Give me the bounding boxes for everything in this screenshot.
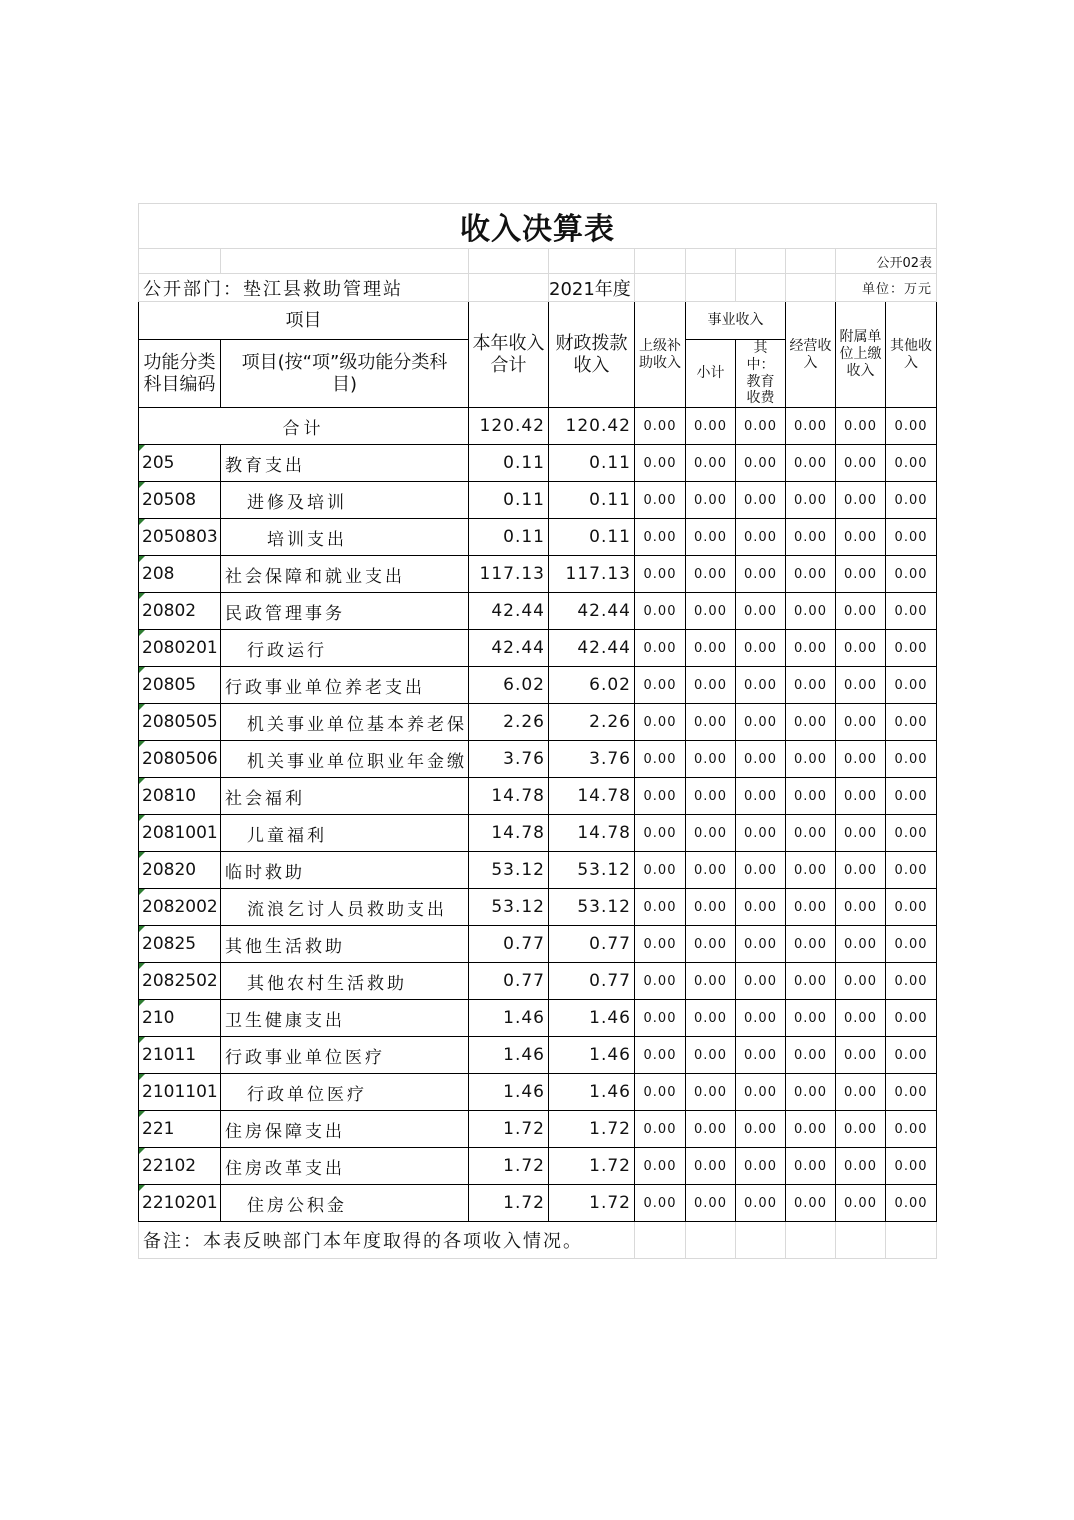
row-fiscal: 2.26 <box>549 704 635 741</box>
row-superior: 0.00 <box>635 963 686 1000</box>
header-education-fee: 其中：教育收费 <box>736 340 786 408</box>
table-row <box>139 1074 937 1111</box>
row-superior: 0.00 <box>635 556 686 593</box>
row-name: 行政事业单位医疗 <box>221 1037 469 1074</box>
row-code: 20810 <box>139 778 221 815</box>
table-note: 备注：本表反映部门本年度取得的各项收入情况。 <box>139 1222 635 1259</box>
total-superior: 0.00 <box>635 408 686 445</box>
row-subtotal: 0.00 <box>686 704 736 741</box>
row-affiliated: 0.00 <box>836 926 886 963</box>
row-subtotal: 0.00 <box>686 1111 736 1148</box>
row-operating: 0.00 <box>786 704 836 741</box>
row-total: 2.26 <box>469 704 549 741</box>
row-operating: 0.00 <box>786 667 836 704</box>
row-edu: 0.00 <box>736 1000 786 1037</box>
table-row <box>139 778 937 815</box>
row-subtotal: 0.00 <box>686 1185 736 1222</box>
table-row <box>139 593 937 630</box>
row-fiscal: 14.78 <box>549 778 635 815</box>
row-name: 机关事业单位基本养老保 <box>221 704 469 741</box>
row-fiscal: 1.72 <box>549 1185 635 1222</box>
header-operating-income: 经营收入 <box>786 302 836 408</box>
row-fiscal: 0.11 <box>549 482 635 519</box>
header-function-code: 功能分类科目编码 <box>139 340 221 408</box>
row-operating: 0.00 <box>786 519 836 556</box>
header-affiliated-income: 附属单位上缴收入 <box>836 302 886 408</box>
row-name: 机关事业单位职业年金缴 <box>221 741 469 778</box>
row-affiliated: 0.00 <box>836 889 886 926</box>
row-subtotal: 0.00 <box>686 963 736 1000</box>
row-subtotal: 0.00 <box>686 593 736 630</box>
row-name: 培训支出 <box>221 519 469 556</box>
total-edu: 0.00 <box>736 408 786 445</box>
row-name: 住房公积金 <box>221 1185 469 1222</box>
row-fiscal: 53.12 <box>549 889 635 926</box>
row-name: 儿童福利 <box>221 815 469 852</box>
row-edu: 0.00 <box>736 445 786 482</box>
row-total: 6.02 <box>469 667 549 704</box>
row-code: 20820 <box>139 852 221 889</box>
row-superior: 0.00 <box>635 741 686 778</box>
row-affiliated: 0.00 <box>836 519 886 556</box>
row-name: 临时救助 <box>221 852 469 889</box>
table-row <box>139 519 937 556</box>
row-code: 20825 <box>139 926 221 963</box>
row-edu: 0.00 <box>736 1037 786 1074</box>
row-operating: 0.00 <box>786 815 836 852</box>
row-superior: 0.00 <box>635 1111 686 1148</box>
table-row <box>139 741 937 778</box>
row-code: 20508 <box>139 482 221 519</box>
row-other: 0.00 <box>886 1037 937 1074</box>
row-subtotal: 0.00 <box>686 778 736 815</box>
row-total: 1.46 <box>469 1000 549 1037</box>
total-label: 合计 <box>139 408 469 445</box>
row-superior: 0.00 <box>635 704 686 741</box>
row-edu: 0.00 <box>736 1074 786 1111</box>
row-other: 0.00 <box>886 1074 937 1111</box>
row-total: 0.11 <box>469 482 549 519</box>
total-fiscal: 120.42 <box>549 408 635 445</box>
table-row <box>139 556 937 593</box>
row-name: 流浪乞讨人员救助支出 <box>221 889 469 926</box>
row-operating: 0.00 <box>786 445 836 482</box>
row-edu: 0.00 <box>736 482 786 519</box>
row-other: 0.00 <box>886 926 937 963</box>
row-total: 53.12 <box>469 889 549 926</box>
row-other: 0.00 <box>886 778 937 815</box>
row-superior: 0.00 <box>635 852 686 889</box>
row-name: 其他生活救助 <box>221 926 469 963</box>
row-superior: 0.00 <box>635 778 686 815</box>
total-other: 0.00 <box>886 408 937 445</box>
row-other: 0.00 <box>886 445 937 482</box>
row-name: 社会福利 <box>221 778 469 815</box>
row-other: 0.00 <box>886 815 937 852</box>
row-fiscal: 3.76 <box>549 741 635 778</box>
row-affiliated: 0.00 <box>836 556 886 593</box>
row-affiliated: 0.00 <box>836 482 886 519</box>
row-code: 2081001 <box>139 815 221 852</box>
row-subtotal: 0.00 <box>686 1037 736 1074</box>
row-code: 2082502 <box>139 963 221 1000</box>
row-name: 民政管理事务 <box>221 593 469 630</box>
row-affiliated: 0.00 <box>836 1074 886 1111</box>
row-total: 1.46 <box>469 1074 549 1111</box>
table-row <box>139 852 937 889</box>
row-fiscal: 42.44 <box>549 630 635 667</box>
row-affiliated: 0.00 <box>836 445 886 482</box>
row-subtotal: 0.00 <box>686 556 736 593</box>
header-subtotal: 小计 <box>686 340 736 408</box>
row-superior: 0.00 <box>635 482 686 519</box>
table-row <box>139 667 937 704</box>
row-name: 进修及培训 <box>221 482 469 519</box>
row-operating: 0.00 <box>786 852 836 889</box>
row-affiliated: 0.00 <box>836 630 886 667</box>
row-fiscal: 117.13 <box>549 556 635 593</box>
table-row <box>139 482 937 519</box>
row-code: 20805 <box>139 667 221 704</box>
row-affiliated: 0.00 <box>836 704 886 741</box>
total-operating: 0.00 <box>786 408 836 445</box>
row-total: 14.78 <box>469 778 549 815</box>
header-project: 项目 <box>139 302 469 340</box>
page-title: 收入决算表 <box>139 204 937 249</box>
row-operating: 0.00 <box>786 556 836 593</box>
row-edu: 0.00 <box>736 889 786 926</box>
row-edu: 0.00 <box>736 704 786 741</box>
table-row <box>139 704 937 741</box>
row-superior: 0.00 <box>635 926 686 963</box>
row-affiliated: 0.00 <box>836 1185 886 1222</box>
row-other: 0.00 <box>886 852 937 889</box>
row-total: 0.77 <box>469 926 549 963</box>
row-superior: 0.00 <box>635 630 686 667</box>
row-code: 221 <box>139 1111 221 1148</box>
header-total-income: 本年收入合计 <box>469 302 549 408</box>
table-row <box>139 1111 937 1148</box>
row-superior: 0.00 <box>635 1148 686 1185</box>
row-code: 21011 <box>139 1037 221 1074</box>
row-subtotal: 0.00 <box>686 519 736 556</box>
row-edu: 0.00 <box>736 963 786 1000</box>
row-edu: 0.00 <box>736 1148 786 1185</box>
row-fiscal: 6.02 <box>549 667 635 704</box>
table-row <box>139 445 937 482</box>
row-affiliated: 0.00 <box>836 815 886 852</box>
row-other: 0.00 <box>886 482 937 519</box>
row-subtotal: 0.00 <box>686 667 736 704</box>
row-affiliated: 0.00 <box>836 593 886 630</box>
row-fiscal: 0.77 <box>549 963 635 1000</box>
row-total: 1.72 <box>469 1185 549 1222</box>
header-function-name: 项目(按“项”级功能分类科目) <box>221 340 469 408</box>
row-other: 0.00 <box>886 963 937 1000</box>
row-fiscal: 1.72 <box>549 1111 635 1148</box>
row-code: 2080505 <box>139 704 221 741</box>
row-affiliated: 0.00 <box>836 778 886 815</box>
row-code: 2050803 <box>139 519 221 556</box>
row-fiscal: 1.46 <box>549 1074 635 1111</box>
row-total: 53.12 <box>469 852 549 889</box>
row-fiscal: 14.78 <box>549 815 635 852</box>
row-operating: 0.00 <box>786 482 836 519</box>
table-row <box>139 630 937 667</box>
row-affiliated: 0.00 <box>836 963 886 1000</box>
row-edu: 0.00 <box>736 667 786 704</box>
row-fiscal: 0.11 <box>549 445 635 482</box>
row-superior: 0.00 <box>635 1000 686 1037</box>
row-superior: 0.00 <box>635 1037 686 1074</box>
row-other: 0.00 <box>886 1111 937 1148</box>
row-total: 3.76 <box>469 741 549 778</box>
row-subtotal: 0.00 <box>686 741 736 778</box>
row-fiscal: 0.77 <box>549 926 635 963</box>
row-other: 0.00 <box>886 889 937 926</box>
row-code: 2082002 <box>139 889 221 926</box>
table-row <box>139 926 937 963</box>
row-subtotal: 0.00 <box>686 445 736 482</box>
row-edu: 0.00 <box>736 852 786 889</box>
row-code: 210 <box>139 1000 221 1037</box>
row-name: 行政事业单位养老支出 <box>221 667 469 704</box>
row-code: 20802 <box>139 593 221 630</box>
row-total: 1.46 <box>469 1037 549 1074</box>
row-operating: 0.00 <box>786 1185 836 1222</box>
row-fiscal: 1.46 <box>549 1000 635 1037</box>
row-edu: 0.00 <box>736 593 786 630</box>
row-affiliated: 0.00 <box>836 1111 886 1148</box>
header-fiscal-allocation: 财政拨款收入 <box>549 302 635 408</box>
income-final-accounts-sheet <box>138 203 936 1259</box>
row-superior: 0.00 <box>635 1185 686 1222</box>
table-row <box>139 963 937 1000</box>
row-edu: 0.00 <box>736 556 786 593</box>
row-operating: 0.00 <box>786 593 836 630</box>
row-subtotal: 0.00 <box>686 889 736 926</box>
header-superior-subsidy: 上级补助收入 <box>635 302 686 408</box>
row-operating: 0.00 <box>786 1074 836 1111</box>
row-affiliated: 0.00 <box>836 667 886 704</box>
row-code: 2210201 <box>139 1185 221 1222</box>
row-affiliated: 0.00 <box>836 852 886 889</box>
row-affiliated: 0.00 <box>836 1000 886 1037</box>
row-superior: 0.00 <box>635 667 686 704</box>
row-other: 0.00 <box>886 704 937 741</box>
row-code: 2080506 <box>139 741 221 778</box>
total-subtotal: 0.00 <box>686 408 736 445</box>
row-name: 住房改革支出 <box>221 1148 469 1185</box>
row-total: 42.44 <box>469 593 549 630</box>
row-name: 社会保障和就业支出 <box>221 556 469 593</box>
row-other: 0.00 <box>886 519 937 556</box>
row-other: 0.00 <box>886 593 937 630</box>
table-row <box>139 1037 937 1074</box>
table-row <box>139 1000 937 1037</box>
row-subtotal: 0.00 <box>686 1000 736 1037</box>
row-other: 0.00 <box>886 630 937 667</box>
row-fiscal: 53.12 <box>549 852 635 889</box>
row-total: 1.72 <box>469 1111 549 1148</box>
row-operating: 0.00 <box>786 630 836 667</box>
row-superior: 0.00 <box>635 445 686 482</box>
row-name: 其他农村生活救助 <box>221 963 469 1000</box>
row-affiliated: 0.00 <box>836 1148 886 1185</box>
row-subtotal: 0.00 <box>686 1148 736 1185</box>
row-superior: 0.00 <box>635 889 686 926</box>
row-total: 0.11 <box>469 445 549 482</box>
row-subtotal: 0.00 <box>686 926 736 963</box>
row-other: 0.00 <box>886 741 937 778</box>
row-code: 2080201 <box>139 630 221 667</box>
row-total: 1.72 <box>469 1148 549 1185</box>
row-total: 117.13 <box>469 556 549 593</box>
row-edu: 0.00 <box>736 630 786 667</box>
income-table <box>138 203 937 1259</box>
table-row <box>139 815 937 852</box>
table-row <box>139 889 937 926</box>
row-fiscal: 1.46 <box>549 1037 635 1074</box>
row-operating: 0.00 <box>786 741 836 778</box>
row-name: 行政运行 <box>221 630 469 667</box>
row-subtotal: 0.00 <box>686 852 736 889</box>
row-name: 教育支出 <box>221 445 469 482</box>
row-other: 0.00 <box>886 667 937 704</box>
row-code: 205 <box>139 445 221 482</box>
table-row <box>139 1185 937 1222</box>
row-operating: 0.00 <box>786 963 836 1000</box>
row-total: 0.77 <box>469 963 549 1000</box>
row-fiscal: 0.11 <box>549 519 635 556</box>
row-fiscal: 1.72 <box>549 1148 635 1185</box>
row-affiliated: 0.00 <box>836 741 886 778</box>
row-edu: 0.00 <box>736 1185 786 1222</box>
row-subtotal: 0.00 <box>686 482 736 519</box>
total-affiliated: 0.00 <box>836 408 886 445</box>
row-fiscal: 42.44 <box>549 593 635 630</box>
row-operating: 0.00 <box>786 1000 836 1037</box>
row-subtotal: 0.00 <box>686 630 736 667</box>
row-other: 0.00 <box>886 556 937 593</box>
row-edu: 0.00 <box>736 815 786 852</box>
row-operating: 0.00 <box>786 1037 836 1074</box>
row-superior: 0.00 <box>635 593 686 630</box>
row-total: 0.11 <box>469 519 549 556</box>
row-code: 208 <box>139 556 221 593</box>
row-affiliated: 0.00 <box>836 1037 886 1074</box>
row-edu: 0.00 <box>736 519 786 556</box>
table-header <box>139 302 937 408</box>
row-edu: 0.00 <box>736 1111 786 1148</box>
row-name: 住房保障支出 <box>221 1111 469 1148</box>
total-income: 120.42 <box>469 408 549 445</box>
row-code: 22102 <box>139 1148 221 1185</box>
row-superior: 0.00 <box>635 815 686 852</box>
row-operating: 0.00 <box>786 1148 836 1185</box>
unit-label: 单位：万元 <box>836 274 937 302</box>
department-label: 公开部门：垫江县救助管理站 <box>139 274 469 302</box>
row-other: 0.00 <box>886 1000 937 1037</box>
row-other: 0.00 <box>886 1148 937 1185</box>
row-operating: 0.00 <box>786 926 836 963</box>
row-superior: 0.00 <box>635 1074 686 1111</box>
header-other-income: 其他收入 <box>886 302 937 408</box>
row-superior: 0.00 <box>635 519 686 556</box>
row-name: 行政单位医疗 <box>221 1074 469 1111</box>
header-business-income: 事业收入 <box>686 302 786 340</box>
row-edu: 0.00 <box>736 926 786 963</box>
form-number: 公开02表 <box>836 249 937 274</box>
row-operating: 0.00 <box>786 778 836 815</box>
row-subtotal: 0.00 <box>686 1074 736 1111</box>
row-name: 卫生健康支出 <box>221 1000 469 1037</box>
row-subtotal: 0.00 <box>686 815 736 852</box>
row-edu: 0.00 <box>736 741 786 778</box>
fiscal-year: 2021年度 <box>549 274 635 302</box>
row-total: 42.44 <box>469 630 549 667</box>
row-code: 2101101 <box>139 1074 221 1111</box>
row-edu: 0.00 <box>736 778 786 815</box>
row-operating: 0.00 <box>786 889 836 926</box>
table-row <box>139 1148 937 1185</box>
row-total: 14.78 <box>469 815 549 852</box>
row-operating: 0.00 <box>786 1111 836 1148</box>
row-other: 0.00 <box>886 1185 937 1222</box>
total-row <box>139 408 937 445</box>
